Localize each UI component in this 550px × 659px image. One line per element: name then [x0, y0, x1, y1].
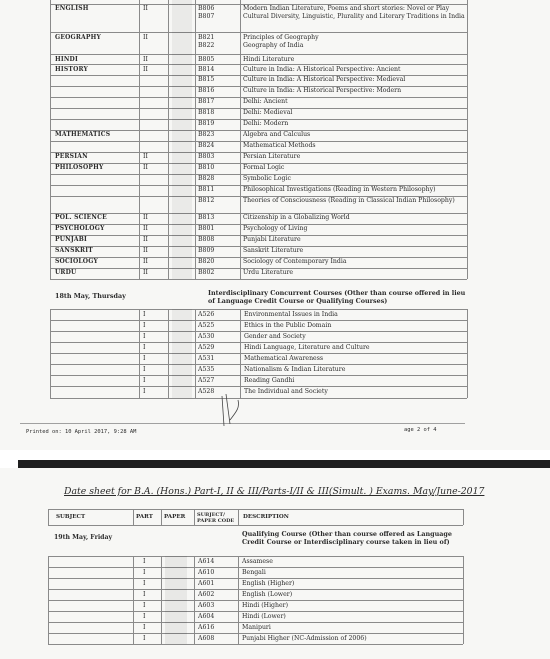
table-rule [50, 342, 467, 343]
table-rule [50, 398, 467, 399]
header-column-rule [463, 509, 464, 525]
code-cell: B815 [198, 76, 215, 83]
description-cell: Urdu Literature [243, 269, 294, 276]
table-rule [50, 353, 467, 354]
table-rule [48, 611, 463, 612]
table-column-rule [240, 309, 241, 398]
subject-cell: URDU [55, 269, 77, 276]
code-cell: A616 [198, 624, 215, 631]
subject-cell: SOCIOLOGY [55, 258, 99, 265]
section-note: Interdisciplinary Concurrent Courses (Other than course offered in lieu of Language Credit Course or Qualifying Courses) [208, 289, 466, 305]
header-bottom-rule [48, 525, 463, 526]
table-column-rule [195, 309, 196, 398]
code-cell: B801 [198, 225, 215, 232]
table-rule [50, 86, 467, 87]
code-cell: A604 [198, 613, 215, 620]
code-cell: B814 [198, 66, 215, 73]
code-cell: A610 [198, 569, 215, 576]
code-cell: A601 [198, 580, 215, 587]
section-date: 18th May, Thursday [55, 292, 126, 300]
description-cell: Theories of Consciousness (Reading in Classical Indian Philosophy) [243, 197, 455, 204]
table-rule [48, 556, 463, 557]
code-cell: A528 [198, 388, 215, 395]
description-cell: Ethics in the Public Domain [244, 322, 332, 329]
table-rule [50, 196, 467, 197]
table-column-rule [48, 556, 49, 644]
table-rule [50, 108, 467, 109]
table-rule [48, 633, 463, 634]
table-rule [50, 174, 467, 175]
table-column-rule [238, 556, 239, 644]
code-cell: B803 [198, 153, 215, 160]
table-rule [50, 257, 467, 258]
part-cell: I [143, 366, 146, 373]
part-cell: I [143, 602, 146, 609]
description-cell: Punjabi Literature [243, 236, 301, 243]
part-cell: II [143, 247, 148, 254]
table-rule [50, 54, 467, 55]
subject-cell: HINDI [55, 56, 78, 63]
code-cell: B824 [198, 142, 215, 149]
description-cell: Nationalism & Indian Literature [244, 366, 346, 373]
table-column-rule [139, 0, 140, 279]
page-number: age 2 of 4 [404, 427, 437, 433]
code-cell: B808 [198, 236, 215, 243]
table-rule [50, 130, 467, 131]
part-cell: I [143, 333, 146, 340]
header-column-rule [238, 509, 239, 525]
code-cell: B820 [198, 258, 215, 265]
table-rule [48, 622, 463, 623]
description-cell: Reading Gandhi [244, 377, 295, 384]
code-cell: A530 [198, 333, 215, 340]
description-cell: English (Higher) [242, 580, 295, 587]
table-rule [50, 331, 467, 332]
table-rule [50, 279, 467, 280]
subject-cell: PUNJABI [55, 236, 88, 243]
page-3-sheet [0, 468, 550, 659]
part-cell: I [143, 322, 146, 329]
date-sheet-title: Date sheet for B.A. (Hons.) Part-I, II & III/Parts-I/II & III(Simult. ) Exams. May/June-2017 [64, 486, 485, 497]
code-cell: B809 [198, 247, 215, 254]
paper-column-shade [165, 556, 187, 644]
table-rule [48, 600, 463, 601]
table-rule [50, 246, 467, 247]
part-cell: I [143, 344, 146, 351]
part-cell: II [143, 164, 148, 171]
subject-cell: PERSIAN [55, 153, 88, 160]
table-rule [50, 213, 467, 214]
description-cell: Hindi Language, Literature and Culture [244, 344, 370, 351]
description-cell: Modern Indian Literature, Poems and short stories: Novel or Play [243, 5, 450, 12]
subject-cell: PHILOSOPHY [55, 164, 104, 171]
header-column-rule [133, 509, 134, 525]
header-part: PART [136, 514, 153, 520]
table-rule [50, 152, 467, 153]
subject-cell: HISTORY [55, 66, 88, 73]
page-separator-bar [18, 460, 550, 468]
table-rule [48, 578, 463, 579]
table-column-rule [194, 556, 195, 644]
table-rule [50, 309, 467, 310]
table-rule [50, 235, 467, 236]
table-column-rule [161, 556, 162, 644]
table-column-rule [133, 556, 134, 644]
description-cell: Geography of India [243, 42, 304, 49]
header-code: SUBJECT/ PAPER CODE [197, 512, 235, 524]
code-cell: B813 [198, 214, 215, 221]
description-cell: Culture in India: A Historical Perspective: Modern [243, 87, 402, 94]
subject-cell: PSYCHOLOGY [55, 225, 105, 232]
description-cell: Sanskrit Literature [243, 247, 304, 254]
table-rule [50, 364, 467, 365]
part-cell: I [143, 613, 146, 620]
description-cell: Bengali [242, 569, 266, 576]
table-column-rule [195, 0, 196, 279]
code-cell: B806 [198, 5, 215, 12]
table-rule [50, 4, 467, 5]
part-cell: II [143, 5, 148, 12]
table-rule [50, 119, 467, 120]
subject-cell: ENGLISH [55, 5, 89, 12]
description-cell: Sociology of Contemporary India [243, 258, 347, 265]
code-cell: B818 [198, 109, 215, 116]
header-description: DESCRIPTION [243, 514, 289, 520]
table-rule [48, 589, 463, 590]
table-rule [50, 32, 467, 33]
table-rule [50, 97, 467, 98]
code-cell: A614 [198, 558, 215, 565]
subject-cell: POL. SCIENCE [55, 214, 107, 221]
table-rule [50, 185, 467, 186]
description-cell: Philosophical Investigations (Reading in Western Philosophy) [243, 186, 436, 193]
part-cell: II [143, 269, 148, 276]
description-cell: Culture in India: A Historical Perspective: Medieval [243, 76, 406, 83]
description-cell: Hindi (Higher) [242, 602, 289, 609]
code-cell: B805 [198, 56, 215, 63]
code-cell: A527 [198, 377, 215, 384]
paper-column-shade [172, 309, 192, 398]
part-cell: I [143, 624, 146, 631]
table-column-rule [467, 309, 468, 398]
description-cell: Algebra and Calculus [243, 131, 311, 138]
table-column-rule [168, 0, 169, 279]
section-date: 19th May, Friday [54, 534, 113, 541]
code-cell: B828 [198, 175, 215, 182]
table-rule [50, 320, 467, 321]
description-cell: English (Lower) [242, 591, 293, 598]
part-cell: I [143, 580, 146, 587]
table-column-rule [50, 309, 51, 398]
part-cell: I [143, 591, 146, 598]
code-cell: A603 [198, 602, 215, 609]
code-cell: B802 [198, 269, 215, 276]
table-rule [48, 644, 463, 645]
description-cell: Principles of Geography [243, 34, 319, 41]
part-cell: I [143, 355, 146, 362]
code-cell: A608 [198, 635, 215, 642]
description-cell: Symbolic Logic [243, 175, 291, 182]
code-cell: A526 [198, 311, 215, 318]
table-column-rule [168, 309, 169, 398]
printed-on-text: Printed on: 10 April 2017, 9:28 AM [26, 429, 137, 435]
code-cell: A531 [198, 355, 215, 362]
part-cell: I [143, 569, 146, 576]
part-cell: I [143, 388, 146, 395]
table-column-rule [50, 0, 51, 279]
part-cell: II [143, 214, 148, 221]
part-cell: II [143, 153, 148, 160]
code-cell: B817 [198, 98, 215, 105]
code-cell: A525 [198, 322, 215, 329]
part-cell: I [143, 311, 146, 318]
subject-cell: GEOGRAPHY [55, 34, 101, 41]
description-cell: Assamese [242, 558, 273, 565]
code-cell: B823 [198, 131, 215, 138]
header-subject: SUBJECT [56, 514, 86, 520]
table-column-rule [139, 309, 140, 398]
part-cell: II [143, 34, 148, 41]
description-cell: Persian Literature [243, 153, 301, 160]
table-column-rule [463, 556, 464, 644]
description-cell: Delhi: Modern [243, 120, 289, 127]
header-column-rule [48, 509, 49, 525]
description-cell: Psychology of Living [243, 225, 308, 232]
part-cell: II [143, 225, 148, 232]
description-cell: Mathematical Methods [243, 142, 316, 149]
description-cell: Formal Logic [243, 164, 285, 171]
header-top-rule [48, 509, 463, 510]
part-cell: I [143, 377, 146, 384]
table-rule [50, 375, 467, 376]
part-cell: II [143, 66, 148, 73]
code-cell: B819 [198, 120, 215, 127]
description-cell: Delhi: Ancient [243, 98, 288, 105]
part-cell: I [143, 558, 146, 565]
table-rule [50, 141, 467, 142]
code-cell: B816 [198, 87, 215, 94]
handwritten-mark [214, 390, 254, 430]
code-cell: B810 [198, 164, 215, 171]
table-rule [50, 386, 467, 387]
subject-cell: SANSKRIT [55, 247, 93, 254]
header-column-rule [161, 509, 162, 525]
code-cell: B822 [198, 42, 215, 49]
table-rule [50, 163, 467, 164]
table-rule [50, 268, 467, 269]
code-cell: B811 [198, 186, 215, 193]
description-cell: Delhi: Medieval [243, 109, 293, 116]
description-cell: Citizenship in a Globalizing World [243, 214, 350, 221]
part-cell: II [143, 236, 148, 243]
description-cell: Hindi (Lower) [242, 613, 286, 620]
table-column-rule [240, 0, 241, 279]
description-cell: Culture in India: A Historical Perspective: Ancient [243, 66, 401, 73]
code-cell: A535 [198, 366, 215, 373]
description-cell: Environmental Issues in India [244, 311, 338, 318]
description-cell: The Individual and Society [244, 388, 328, 395]
description-cell: Punjabi Higher (NC-Admission of 2006) [242, 635, 367, 642]
part-cell: II [143, 258, 148, 265]
code-cell: A602 [198, 591, 215, 598]
table-rule [50, 224, 467, 225]
description-cell: Manipuri [242, 624, 271, 631]
header-paper: PAPER [164, 514, 186, 520]
description-cell: Gender and Society [244, 333, 306, 340]
code-cell: A529 [198, 344, 215, 351]
header-column-rule [194, 509, 195, 525]
description-cell: Cultural Diversity, Linguistic, Plurality and Literary Traditions in India [243, 13, 465, 20]
section-note: Qualifying Course (Other than course offered as Language Credit Course or Interdisciplinary course taken in lieu of) [242, 530, 452, 546]
code-cell: B821 [198, 34, 215, 41]
paper-column-shade [172, 0, 192, 279]
table-rule [48, 567, 463, 568]
table-rule [50, 75, 467, 76]
subject-cell: MATHEMATICS [55, 131, 111, 138]
description-cell: Hindi Literature [243, 56, 295, 63]
code-cell: B807 [198, 13, 215, 20]
part-cell: II [143, 56, 148, 63]
table-column-rule [467, 0, 468, 279]
description-cell: Mathematical Awareness [244, 355, 324, 362]
part-cell: I [143, 635, 146, 642]
code-cell: B812 [198, 197, 215, 204]
table-rule [50, 64, 467, 65]
